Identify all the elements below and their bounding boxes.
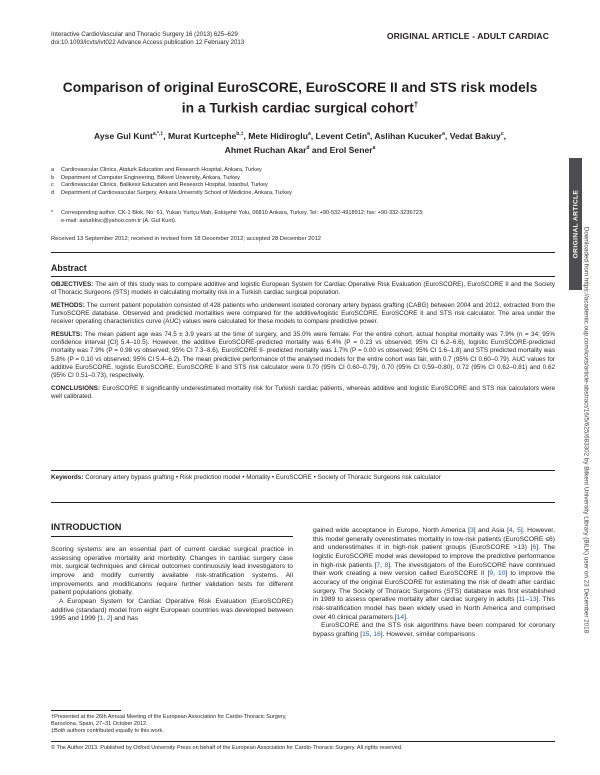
affiliation-item: a Cardiovascular Clinics, Ataturk Education and Research Hospital, Ankara, Turkey <box>51 167 262 173</box>
author-list <box>40 128 560 156</box>
corresponding-author: * Corresponding author. CK-1 Blok, No: 61, Yukarı Yurtçu Mah, Eskişehir Yolu, 06810 Ankara, Turkey. Tel: +90-532-4918912; fax: +90-332-3236723; e-mail: asturkkvc@yahoo.com.tr (A. Gul Kunt). <box>51 210 424 224</box>
reference-link[interactable]: 8 <box>384 561 389 569</box>
abstract-methods: METHODS: The current patient population consisted of 428 patients who underwent isolated coronary artery bypass grafting (CABG) between 2004 and 2012, extracted from the TurkoSCORE database. Observed and predicted mortalities were compared for the additive/logistic EuroSCORE, EuroSCORE II and STS risk calculator. The area under the receiver operating characteristics curve (AUC) values were calculated for these models to compare predictive power. <box>51 301 555 326</box>
affiliations <box>51 167 292 197</box>
reference-link[interactable]: 1 <box>99 615 104 623</box>
side-tab-label: ORIGINAL ARTICLE <box>572 189 579 259</box>
footnotes <box>51 714 293 736</box>
divider <box>51 276 555 277</box>
footnote-divider <box>51 710 121 711</box>
section-label: ORIGINAL ARTICLE - ADULT CARDIAC <box>386 31 549 41</box>
reference-link[interactable]: 9 <box>489 570 494 578</box>
divider <box>51 470 555 471</box>
abstract-conclusions: CONCLUSIONS: EuroSCORE II significantly underestimated mortality risk for Turkish cardiac patients, whereas additive and logistic EuroSCORE and STS risk calculators were well calibrated. <box>51 384 555 401</box>
title-mark: † <box>413 100 419 109</box>
abstract-results: RESULTS: The mean patient age was 74.5 ± 3.9 years at the time of surgery, and 35.0% were female. For the entire cohort, actual hospital mortality was 7.9% (n = 34; 95% confidence interval [CI] 5.4–10.5). However, the additive EuroSCORE-predicted mortality was 6.4% (P = 0.23 vs observed; 95% CI 6.2–6.6), logistic EuroSCORE-predicted mortality was 7.9% (P = 0.98 vs observed; 95% CI 7.3–8.6), EuroSCORE II- predicted mortality was 1.7% (P = 0.00 vs observed; 95% CI 1.6–1.8) and STS predicted mortality was 5.8% (P = 0.10 vs observed; 95% CI 5.4–6.2). The mean predictive performance of the analysed models for the entire cohort was fair, with 0.7 (95% CI 0.60–0.79). AUC values for additive EuroSCORE, logistic EuroSCORE, EuroSCORE II and STS risk calculator were 0.70 (95% CI 0.60–0.79), 0.70 (95% CI 0.59–0.80), 0.72 (95% CI 0.62–0.81) and 0.62 (95% CI 0.51–0.73), respectively. <box>51 330 555 380</box>
authors-line-2: Ahmet Ruchan Akar$^d$ and Erol Sener$^a$ <box>224 144 376 155</box>
authors-line-1: Ayse Gul Kunt$^{a,*,\ddagger}$, Murat Kurtcephe$^{b,\ddagger}$, Mete Hidiroglu$^a$, Levent Cetin$^a$, Aslihan Kucuker$^a$, Vedat Bakuy$^c$, <box>94 130 506 141</box>
affiliation-item: b Department of Computer Engineering, Bilkent University, Ankara, Turkey <box>51 174 240 181</box>
reference-link[interactable]: 3 <box>470 527 474 534</box>
journal-line-2: doi:10.1093/icvts/ivt022 Advance Access publication 12 February 2013 <box>51 39 245 47</box>
journal-line-1: Interactive CardioVascular and Thoracic Surgery 16 (2013) 625–629 <box>51 31 238 38</box>
introduction-left-column <box>51 546 293 624</box>
divider <box>51 502 555 503</box>
download-watermark: Downloaded from https://academic.oup.com/icvts/article-abstract/16/5/625/683302 by Bilkent University Library (BILK) user on 23 December 2018 <box>582 226 590 634</box>
affiliation-item: d Department of Cardiovascular Surgery, Ankara University School of Medicine, Ankara, Turkey <box>51 189 292 196</box>
journal-citation <box>51 31 244 47</box>
abstract-objectives: OBJECTIVES: The aim of this study was to compare additive and logistic European System for Cardiac Operative Risk Evaluation (EuroSCORE), EuroSCORE II and the Society of Thoracic Surgeons (STS) models in calculating mortality risk in a Turkish cardiac surgical population. <box>51 281 555 297</box>
title-line-1: Comparison of original EuroSCORE, EuroSCORE II and STS risk models <box>62 80 538 95</box>
divider <box>51 536 293 537</box>
footnote-item: †Presented at the 26th Annual Meeting of the European Association for Cardio-Thoracic Surgery, Barcelona, Spain, 27–31 October 2012. <box>51 714 287 728</box>
affiliation-item: c Cardiovascular Clinics, Balikesir Education and Research Hospital, Istanbul, Turkey <box>51 182 268 189</box>
title-line-2: in a Turkish cardiac surgical cohort† <box>181 100 419 116</box>
intro-paragraph: A European System for Cardiac Operative Risk Evaluation (EuroSCORE) additive (standard) model from eight European countries was developed between 1995 and 1999 [1, 2] and has <box>51 597 293 623</box>
reference-link[interactable]: 15 <box>362 630 370 638</box>
reference-link[interactable]: 11–13 <box>518 596 537 604</box>
introduction-heading: INTRODUCTION <box>51 522 122 532</box>
intro-paragraph: EuroSCORE and the STS risk algorithms have been compared for coronary bypass grafting [15, 16]. However, similar comparisons <box>313 622 555 638</box>
intro-paragraph: Scoring systems are an essential part of current cardiac surgical practice in assessing operative mortality and morbidity. Changes in cardiac surgery case mix, surgical techniques and clinical outcomes continuously lead investigators to improve and modify currently available risk-stratification systems. All improvements and modifications require further validation tests for different patient populations globally. <box>51 546 293 597</box>
introduction-right-column <box>313 527 555 640</box>
abstract-body <box>51 281 555 406</box>
intro-paragraph: gained wide acceptance in Europe, North America [3] and Asia [4, 5]. However, this model generally overestimates mortality in low-risk patients (EuroSCORE ≤6) and underestimates it in high-risk patient groups (EuroSCORE >13) [6]. The logistic EuroSCORE model was developed to improve the predictive performance in high-risk patients [7, 8]. The investigators of the EuroSCORE have continued their work creating a new version called EuroSCORE II [9, 10] to improve the accuracy of the original EuroSCORE for estimating the risk of death after cardiac surgery. The Society of Thoracic Surgeons (STS) database was first established in 1989 to assess operative mortality after cardiac surgery in adults [11–13]. This risk-stratification model has been widely used in North America and comprised over 40 clinical parameters [14]. <box>313 527 556 621</box>
reference-link[interactable]: 6 <box>532 544 537 552</box>
divider <box>51 252 555 253</box>
contact-email[interactable]: e-mail: asturkkvc@yahoo.com.tr (A. Gul Kunt). <box>61 217 177 224</box>
reference-link[interactable]: 16 <box>373 630 381 638</box>
reference-link[interactable]: 5 <box>517 527 521 534</box>
keywords: Keywords: Coronary artery bypass grafting • Risk prediction model • Mortality • EuroSCORE • Society of Thoracic Surgeons risk calculator <box>51 474 441 481</box>
article-title <box>40 79 560 117</box>
reference-link[interactable]: 14 <box>396 613 405 621</box>
received-dates: Received 13 September 2012; received in revised form 18 December 2012; accepted 28 December 2012 <box>51 236 322 242</box>
reference-link[interactable]: 2 <box>106 615 111 623</box>
reference-link[interactable]: 10 <box>498 570 506 578</box>
abstract-heading: Abstract <box>51 263 87 273</box>
footnote-item: ‡Both authors contributed equally to this work. <box>51 728 164 735</box>
footer-divider <box>51 741 555 742</box>
reference-link[interactable]: 4 <box>508 527 513 534</box>
reference-link[interactable]: 7 <box>376 561 381 569</box>
copyright-footer: © The Author 2013. Published by Oxford University Press on behalf of the European Association for Cardio-Thoracic Surgery. All rights reserved. <box>51 745 403 751</box>
